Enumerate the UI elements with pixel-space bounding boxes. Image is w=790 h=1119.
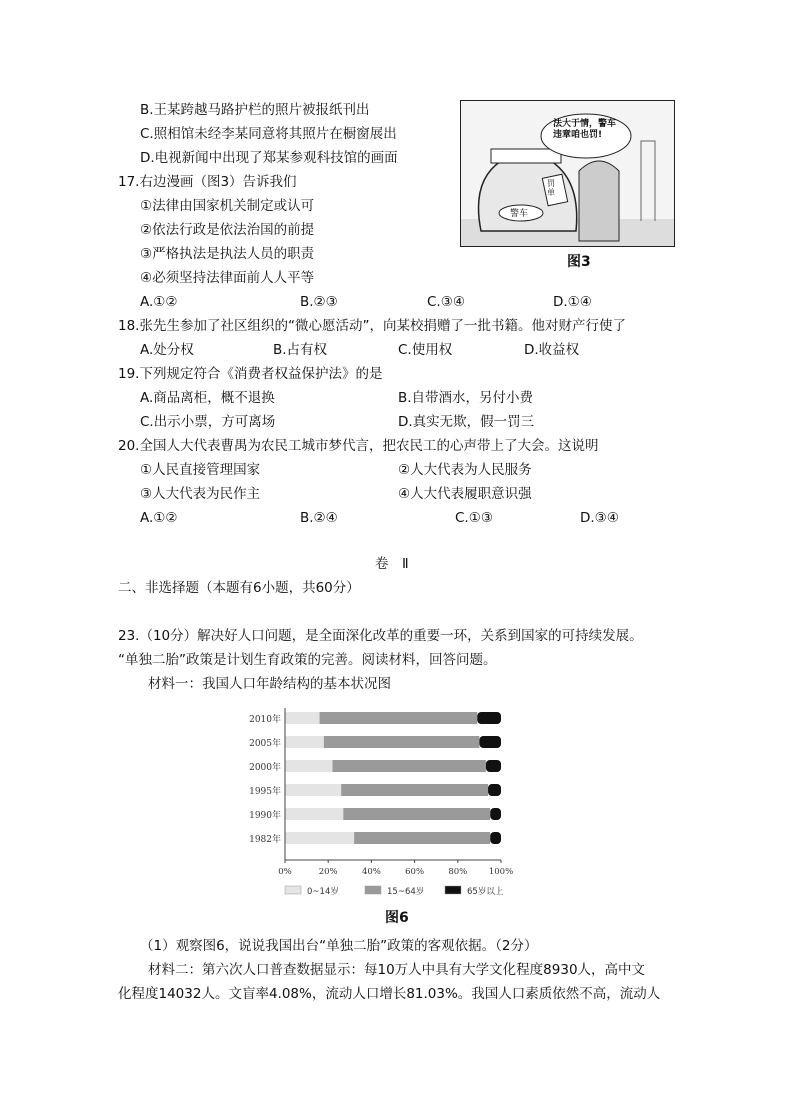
q20-statement-4: ④人大代表履职意识强 xyxy=(398,486,532,502)
bar-segment-65岁以上 xyxy=(490,832,501,844)
bar-segment-15~64岁 xyxy=(354,832,490,844)
q16-option-c: C.照相馆未经李某同意将其照片在橱窗展出 xyxy=(140,126,397,142)
material-2-line-2: 化程度14032人。文盲率4.08%，流动人口增长81.03%。我国人口素质依然不高，流动人 xyxy=(118,986,661,1002)
category-label: 1995年 xyxy=(249,787,281,797)
q17-option-d: D.①④ xyxy=(553,294,592,310)
legend-swatch xyxy=(285,886,301,894)
category-label: 2005年 xyxy=(249,739,281,749)
legend-label: 65岁以上 xyxy=(467,887,504,897)
legend-label: 15~64岁 xyxy=(387,887,425,897)
material-1-title: 材料一：我国人口年龄结构的基本状况图 xyxy=(148,676,391,692)
bar-segment-15~64岁 xyxy=(333,760,486,772)
q19-option-a: A.商品离柜，概不退换 xyxy=(140,390,275,406)
bar-segment-65岁以上 xyxy=(479,736,501,748)
x-tick-label: 80% xyxy=(448,867,468,877)
bar-segment-0~14岁 xyxy=(285,808,343,820)
x-tick-label: 20% xyxy=(318,867,338,877)
bar-segment-65岁以上 xyxy=(490,808,501,820)
q20-stem: 20.全国人大代表曹禺为农民工城市梦代言，把农民工的心声带上了大会。这说明 xyxy=(118,438,599,454)
q20-statement-3: ③人大代表为民作主 xyxy=(140,486,261,502)
bar-segment-15~64岁 xyxy=(320,712,478,724)
cartoon-figure-3 xyxy=(460,100,675,247)
part-2-title: 卷 Ⅱ xyxy=(375,556,409,572)
part-2-heading: 二、非选择题（本题有6小题，共60分） xyxy=(118,580,360,596)
bar-segment-65岁以上 xyxy=(486,760,501,772)
legend-swatch xyxy=(445,886,461,894)
material-2-line-1: 材料二：第六次人口普查数据显示：每10万人中具有大学文化程度8930人，高中文 xyxy=(148,962,646,978)
q17-statement-4: ④必须坚持法律面前人人平等 xyxy=(140,270,315,286)
q19-stem: 19.下列规定符合《消费者权益保护法》的是 xyxy=(118,366,383,382)
q18-option-d: D.收益权 xyxy=(524,342,580,358)
category-label: 2000年 xyxy=(249,763,281,773)
q18-option-a: A.处分权 xyxy=(140,342,194,358)
q20-option-b: B.②④ xyxy=(300,510,338,526)
q17-option-b: B.②③ xyxy=(300,294,338,310)
category-label: 1982年 xyxy=(249,835,281,845)
q17-option-c: C.③④ xyxy=(427,294,465,310)
legend-swatch xyxy=(365,886,381,894)
bar-segment-0~14岁 xyxy=(285,784,341,796)
q19-option-b: B.自带酒水，另付小费 xyxy=(398,390,534,406)
category-label: 1990年 xyxy=(249,811,281,821)
q18-stem: 18.张先生参加了社区组织的“微心愿活动”，向某校捐赠了一批书籍。他对财产行使了 xyxy=(118,318,626,334)
q17-statement-3: ③严格执法是执法人员的职责 xyxy=(140,246,315,262)
bar-segment-15~64岁 xyxy=(341,784,488,796)
figure-6-caption: 图6 xyxy=(385,910,409,926)
cartoon-ticket-label: 罚单 xyxy=(547,179,555,197)
bar-segment-0~14岁 xyxy=(285,712,320,724)
bar-segment-0~14岁 xyxy=(285,832,354,844)
bar-segment-65岁以上 xyxy=(488,784,501,796)
bar-segment-65岁以上 xyxy=(477,712,501,724)
cartoon-speech-line-1: 法大于情，警车 xyxy=(553,119,617,129)
q20-statement-2: ②人大代表为人民服务 xyxy=(398,462,532,478)
q17-statement-2: ②依法行政是依法治国的前提 xyxy=(140,222,315,238)
cartoon-car-label: 警车 xyxy=(510,209,529,219)
legend-label: 0~14岁 xyxy=(307,887,339,897)
q23-line-2: “单独二胎”政策是计划生育政策的完善。阅读材料，回答问题。 xyxy=(118,652,497,668)
bar-segment-15~64岁 xyxy=(343,808,490,820)
bar-segment-15~64岁 xyxy=(324,736,480,748)
x-tick-label: 60% xyxy=(405,867,425,877)
q23-line-1: 23.（10分）解决好人口问题，是全面深化改革的重要一环，关系到国家的可持续发展。 xyxy=(118,628,643,644)
q18-option-c: C.使用权 xyxy=(398,342,453,358)
q23-sub-question-1: （1）观察图6，说说我国出台“单独二胎”政策的客观依据。（2分） xyxy=(140,938,538,954)
q17-option-a: A.①② xyxy=(140,294,178,310)
category-label: 2010年 xyxy=(249,715,281,725)
bar-segment-0~14岁 xyxy=(285,760,333,772)
q17-stem: 17.右边漫画（图3）告诉我们 xyxy=(118,174,297,190)
q19-option-d: D.真实无欺，假一罚三 xyxy=(398,414,535,430)
q20-statement-1: ①人民直接管理国家 xyxy=(140,462,261,478)
x-tick-label: 40% xyxy=(361,867,381,877)
population-age-structure-chart xyxy=(245,700,525,900)
q17-statement-1: ①法律由国家机关制定或认可 xyxy=(140,198,315,214)
q20-option-a: A.①② xyxy=(140,510,178,526)
q18-option-b: B.占有权 xyxy=(273,342,328,358)
q20-option-d: D.③④ xyxy=(580,510,619,526)
x-tick-label: 0% xyxy=(278,867,292,877)
cartoon-speech-line-2: 违章咱也罚! xyxy=(553,130,603,140)
x-tick-label: 100% xyxy=(488,867,514,877)
q16-option-d: D.电视新闻中出现了郑某参观科技馆的画面 xyxy=(140,150,398,166)
q19-option-c: C.出示小票，方可离场 xyxy=(140,414,276,430)
bar-segment-0~14岁 xyxy=(285,736,324,748)
q20-option-c: C.①③ xyxy=(455,510,493,526)
figure-3-caption: 图3 xyxy=(567,254,591,270)
q16-option-b: B.王某跨越马路护栏的照片被报纸刊出 xyxy=(140,102,370,118)
